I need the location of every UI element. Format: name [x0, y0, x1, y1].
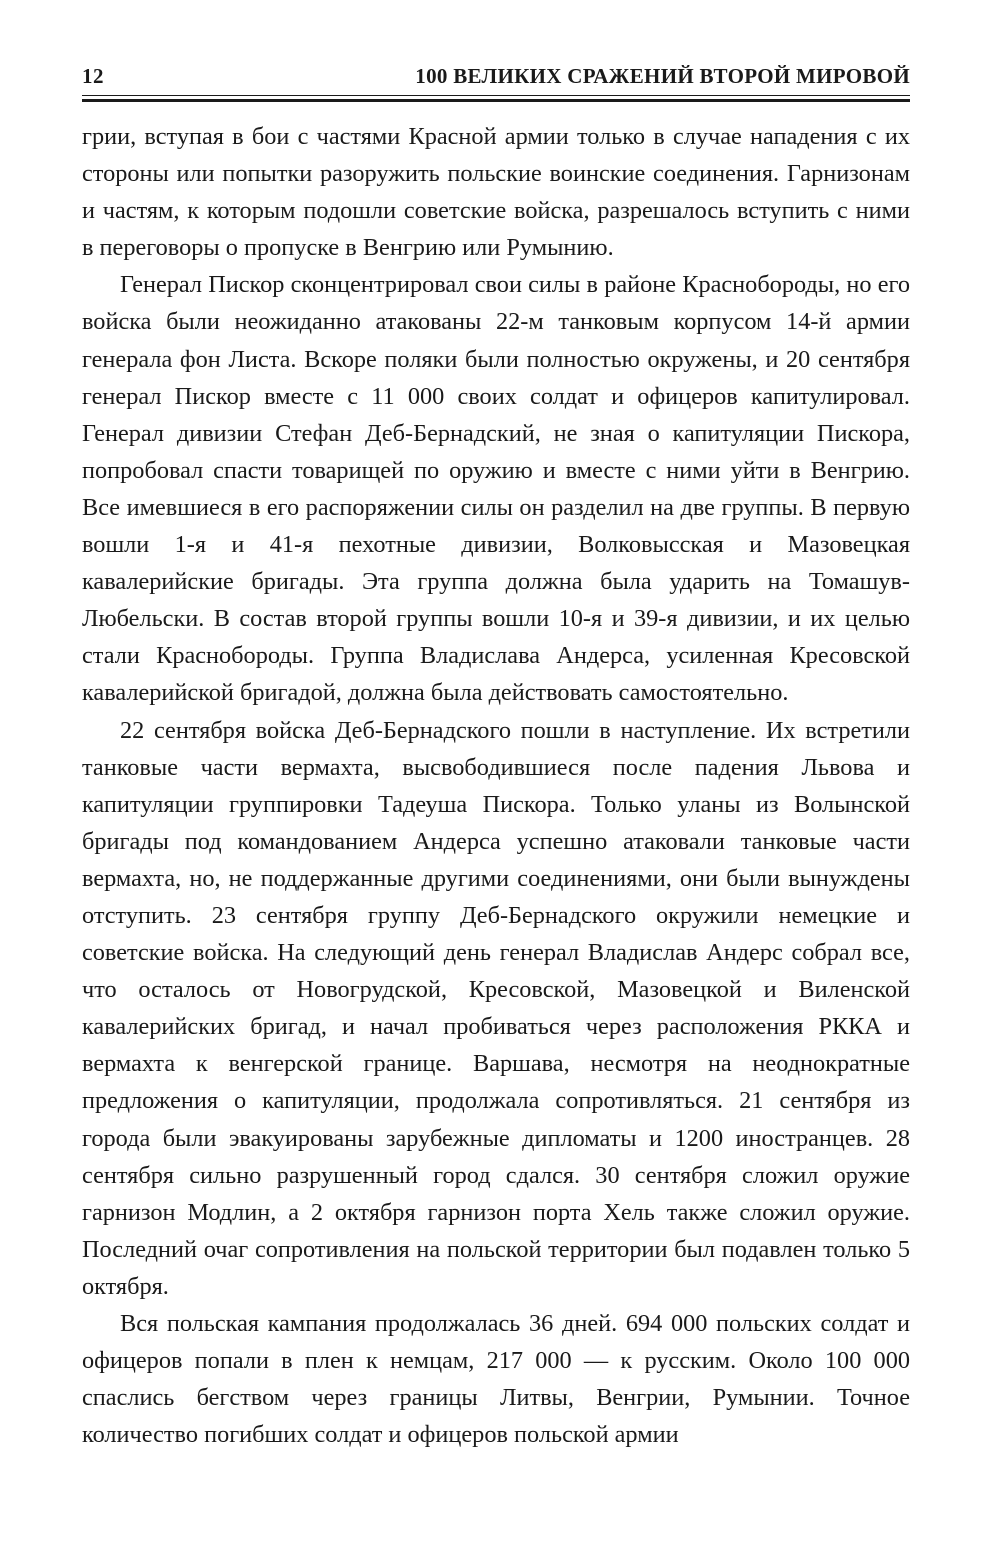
header-rule-thin [82, 95, 910, 96]
paragraph-continued: грии, вступая в бои с частями Красной армии только в случае нападения с их стороны или попытки разоружить польские воинские соединения. Гарнизонам и частям, к которым подошли советские войска, разрешалось вступить с ними в переговоры о пропуске в Венгрию или Румынию. [82, 123, 910, 262]
body-text [82, 118, 910, 1453]
page-number: 12 [82, 64, 104, 88]
book-title: 100 ВЕЛИКИХ СРАЖЕНИЙ ВТОРОЙ МИРОВОЙ [415, 64, 910, 88]
paragraph: 22 сентября войска Деб-Бернадского пошли в наступление. Их встретили танковые части вермахта, высвободившиеся после падения Львова и капитуляции группировки Тадеуша Пискора. Только уланы из Волынской бригады под командованием Андерса успешно атаковали танковые части вермахта, но, не поддержанные другими соединениями, они были вынуждены отступить. 23 сентября группу Деб-Бернадского окружили немецкие и советские войска. На следующий день генерал Владислав Андерс собрал все, что осталось от Новогрудской, Кресовской, Мазовецкой и Виленской кавалерийских бригад, и начал пробиваться через расположения РККА и вермахта к венгерской границе. Варшава, несмотря на неоднократные предложения о капитуляции, продолжала сопротивляться. 21 сентября из города были эвакуированы зарубежные дипломаты и 1200 иностранцев. 28 сентября сильно разрушенный город сдался. 30 сентября сложил оружие гарнизон Модлин, а 2 октября гарнизон порта Хель также сложил оружие. Последний очаг сопротивления на польской территории был подавлен только 5 октября. [82, 716, 910, 1300]
running-header [82, 56, 910, 96]
paragraph: Вся польская кампания продолжалась 36 дней. 694 000 польских солдат и офицеров попали в плен к немцам, 217 000 — к русским. Около 100 000 спаслись бегством через границы Литвы, Венгрии, Румынии. Точное количество погибших солдат и офицеров польской армии [82, 1310, 910, 1449]
paragraph: Генерал Пискор сконцентрировал свои силы в районе Краснобороды, но его войска были неожиданно атакованы 22-м танковым корпусом 14-й армии генерала фон Листа. Вскоре поляки были полностью окружены, и 20 сентября генерал Пискор вместе с 11 000 своих солдат и офицеров капитулировал. Генерал дивизии Стефан Деб-Бернадский, не зная о капитуляции Пискора, попробовал спасти товарищей по оружию и вместе с ними уйти в Венгрию. Все имевшиеся в его распоряжении силы он разделил на две группы. В первую вошли 1-я и 41-я пехотные дивизии, Волковысская и Мазовецкая кавалерийские бригады. Эта группа должна была ударить на Томашув-Любельски. В состав второй группы вошли 10-я и 39-я дивизии, и их целью стали Краснобороды. Группа Владислава Андерса, усиленная Кресовской кавалерийской бригадой, должна была действовать самостоятельно. [82, 271, 910, 707]
header-rule-thick [82, 99, 910, 102]
